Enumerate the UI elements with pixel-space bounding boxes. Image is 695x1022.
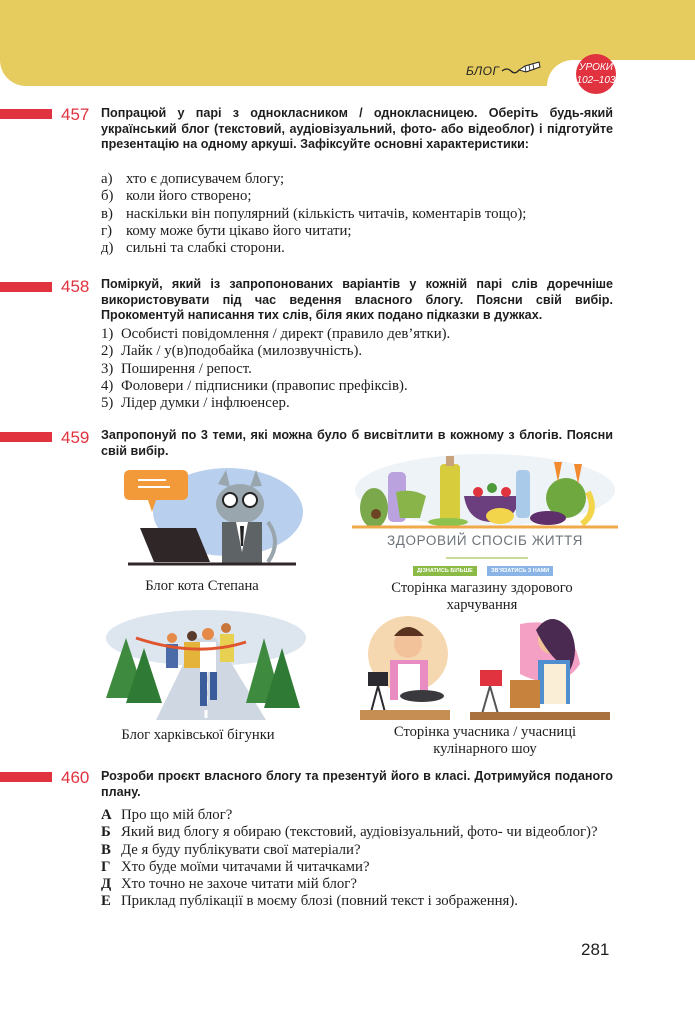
section-label: БЛОГ <box>466 64 500 78</box>
blog-caption: Сторінка магазину здорового харчування <box>391 580 573 613</box>
task-list <box>101 326 621 412</box>
cat-blogger-illustration <box>118 462 308 572</box>
lesson-badge <box>576 54 616 94</box>
blog-caption: Сторінка учасника / учасниці кулінарного шоу <box>393 724 577 757</box>
task-marker-bar <box>0 432 52 442</box>
list-item: 4) Фоловери / підписники (правопис префіксів). <box>101 377 408 394</box>
list-item: А Про що мій блог? <box>101 807 233 823</box>
list-item: б) коли його створено; <box>101 188 252 205</box>
plan-list <box>101 807 621 911</box>
task-number: 458 <box>61 277 90 296</box>
banner-divider <box>446 557 528 559</box>
pencil-icon <box>501 60 541 76</box>
blog-caption: Блог харківської бігунки <box>121 727 275 743</box>
contact-us-button[interactable]: ЗВ’ЯЗАТИСЬ З НАМИ <box>487 566 553 576</box>
lesson-badge-line1: УРОКИ <box>579 62 613 73</box>
list-item: Б Який вид блогу я обираю (текстовий, аудіовізуальний, фото- чи відеоблог)? <box>101 824 598 841</box>
lesson-badge-line2: 102–103 <box>576 75 616 86</box>
task-marker-bar <box>0 282 52 292</box>
task-prompt: Попрацюй у парі з однокласником / однокласницею. Оберіть будь-який український блог (текстовий, аудіовізуальний, фото- або відеоблог) і підготуйте презентацію на одному аркуші. Зафіксуйте основні характеристики: <box>101 106 613 151</box>
blog-caption: Блог кота Степана <box>145 578 259 594</box>
list-item: 3) Поширення / репост. <box>101 360 252 377</box>
task-marker-bar <box>0 109 52 119</box>
list-item: г) кому може бути цікаво його читати; <box>101 222 352 239</box>
healthy-banner-title: ЗДОРОВИЙ СПОСІБ ЖИТТЯ <box>387 533 583 548</box>
task-number: 459 <box>61 428 90 447</box>
healthy-food-illustration <box>352 452 618 530</box>
header-tab <box>547 60 695 86</box>
list-item: В Де я буду публікувати свої матеріали? <box>101 841 361 858</box>
task-prompt: Запропонуй по 3 теми, які можна було б висвітлити в кожному з блогів. Поясни свій вибір. <box>101 428 613 458</box>
runners-illustration <box>96 608 306 720</box>
list-item: 2) Лайк / у(в)подобайка (милозвучність). <box>101 343 363 360</box>
page-number: 281 <box>581 940 610 959</box>
list-item: Г Хто буде моїми читачами й читачками? <box>101 858 370 875</box>
task-prompt: Розроби проєкт власного блогу та презентуй його в класі. Дотримуйся поданого плану. <box>101 769 613 799</box>
list-item: Е Приклад публікації в моєму блозі (повний текст і зображення). <box>101 893 518 910</box>
task-number: 457 <box>61 105 90 124</box>
task-prompt: Поміркуй, який із запропонованих варіантів у кожній парі слів доречніше використовувати під час ведення власного блогу. Поясни свій вибір. Прокоментуй написання тих слів, біля яких подано підказки в дужках. <box>101 277 613 322</box>
list-item: в) наскільки він популярний (кількість читачів, коментарів тощо); <box>101 205 527 222</box>
list-item: а) хто є дописувачем блогу; <box>101 171 285 187</box>
learn-more-button[interactable]: ДІЗНАТИСЬ БІЛЬШЕ <box>413 566 477 576</box>
list-item: Д Хто точно не захоче читати мій блог? <box>101 876 357 893</box>
list-item: 5) Лідер думки / інфлюенсер. <box>101 395 290 412</box>
task-marker-bar <box>0 772 52 782</box>
list-item: д) сильні та слабкі сторони. <box>101 240 285 257</box>
list-item: 1) Особисті повідомлення / директ (правило дев’ятки). <box>101 326 451 342</box>
task-list <box>101 171 621 257</box>
task-number: 460 <box>61 768 90 787</box>
cooking-show-illustration <box>360 614 610 722</box>
